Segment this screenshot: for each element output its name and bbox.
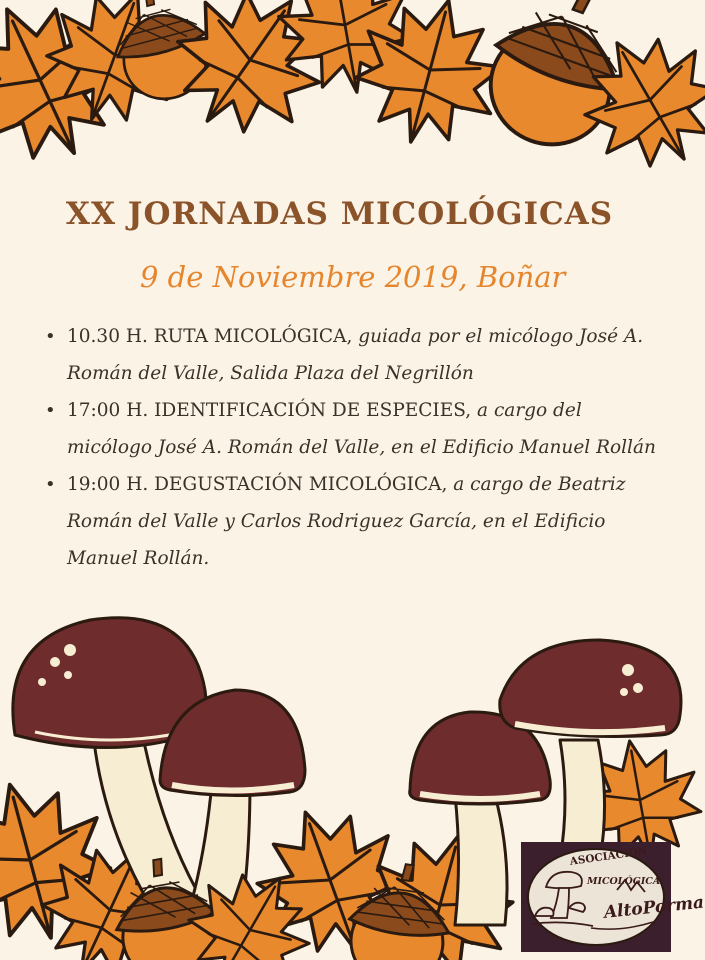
logo-line-1: ASOCIACIÓN (569, 845, 649, 868)
event-schedule-list (45, 318, 665, 577)
bullet: • (45, 400, 56, 421)
event-details: guiada por el micólogo José A. Román del Valle, Salida Plaza del Negrillón (67, 326, 644, 384)
list-item (45, 318, 665, 392)
association-logo (521, 842, 705, 952)
top-leaves (0, 0, 705, 191)
event-details: a cargo del micólogo José A. Román del Valle, en el Edificio Manuel Rollán (67, 400, 656, 458)
bottom-front (106, 849, 457, 960)
event-time-title: 10.30 H. RUTA MICOLÓGICA, (67, 326, 353, 347)
bullet: • (45, 474, 56, 495)
event-title: XX JORNADAS MICOLÓGICAS (65, 196, 614, 232)
logo-line-3: AltoPorma (603, 892, 705, 923)
list-item (45, 466, 665, 577)
event-time-title: 17:00 H. IDENTIFICACIÓN DE ESPECIES, (67, 400, 472, 421)
event-details: a cargo de Beatriz Román del Valle y Carlos Rodriguez García, en el Edificio Manuel Rollán. (67, 474, 626, 569)
event-date-location: 9 de Noviembre 2019, Boñar (140, 260, 566, 294)
event-time-title: 19:00 H. DEGUSTACIÓN MICOLÓGICA, (67, 474, 448, 495)
bullet: • (45, 326, 56, 347)
logo-line-2: MICOLÓGICA (587, 876, 661, 887)
list-item (45, 392, 665, 466)
